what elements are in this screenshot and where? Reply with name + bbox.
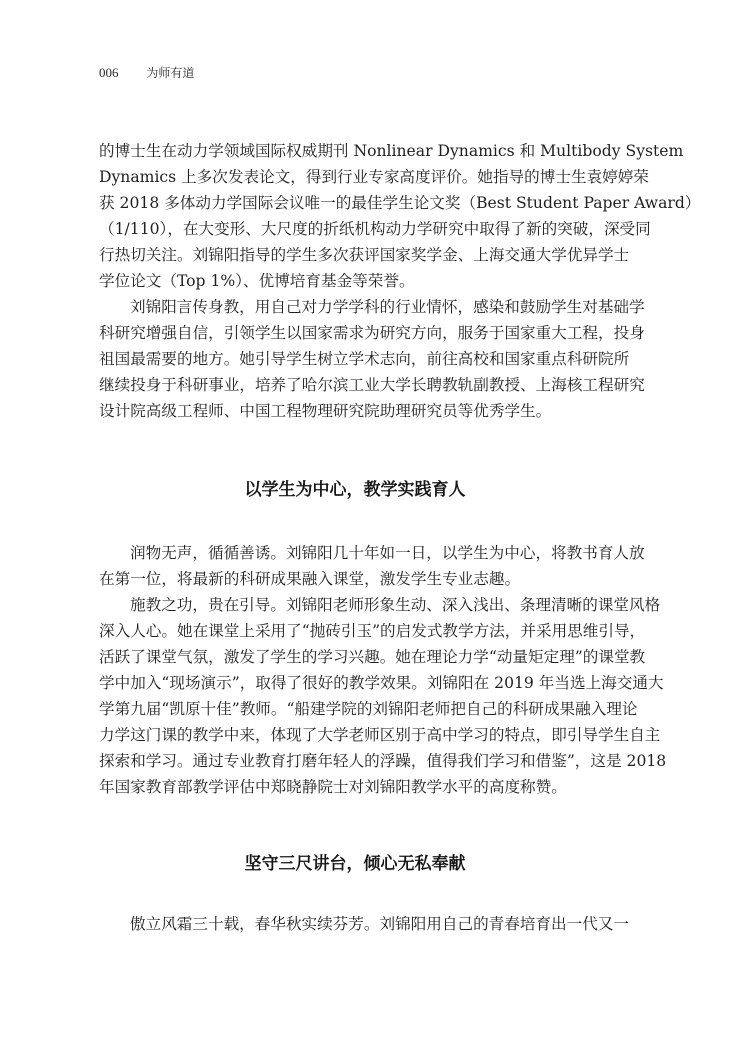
paragraph-line: 科研究增强自信，引领学生以国家需求为研究方向，服务于国家重大工程，投身: [99, 324, 645, 342]
paragraph-line: 行热切关注。刘锦阳指导的学生多次获评国家奖学金、上海交通大学优异学士: [99, 246, 630, 264]
paragraph-line: 探索和学习。通过专业教育打磨年轻人的浮躁，值得我们学习和借鉴”，这是 2018: [99, 752, 667, 770]
paragraph-line: 祖国最需要的地方。她引导学生树立学术志向，前往高校和国家重点科研院所: [99, 350, 630, 368]
paragraph-line: 施教之功，贵在引导。刘锦阳老师形象生动、深入浅出、条理清晰的课堂风格: [130, 596, 661, 614]
paragraph-line: 学中加入“现场演示”，取得了很好的教学效果。刘锦阳在 2019 年当选上海交通大: [99, 674, 664, 692]
book-title: 为师有道: [146, 66, 195, 80]
paragraph-line: 深入人心。她在课堂上采用了“抛砖引玉”的启发式教学方法，并采用思维引导，: [99, 622, 646, 640]
paragraph-line: 力学这门课的教学中来，体现了大学老师区别于高中学习的特点，即引导学生自主: [99, 726, 661, 744]
paragraph-line: 学第九届“凯原十佳”教师。“船建学院的刘锦阳老师把自己的科研成果融入理论: [99, 700, 638, 718]
paragraph-line: 刘锦阳言传身教，用自己对力学学科的行业情怀，感染和鼓励学生对基础学: [130, 298, 645, 316]
paragraph-line: （1/110），在大变形、大尺度的折纸机构动力学研究中取得了新的突破，深受同: [99, 220, 651, 238]
section-heading: 坚守三尺讲台，倾心无私奉献: [244, 854, 466, 874]
paragraph-line: 润物无声，循循善诱。刘锦阳几十年如一日，以学生为中心，将教书育人放: [130, 544, 645, 562]
running-header: [99, 64, 194, 81]
paragraph-line: 年国家教育部教学评估中郑晓静院士对刘锦阳教学水平的高度称赞。: [99, 778, 567, 796]
page-number: 006: [99, 65, 119, 80]
paragraph-line: Dynamics 上多次发表论文，得到行业专家高度评价。她指导的博士生袁婷婷荣: [99, 168, 649, 186]
paragraph-line: 傲立风霜三十载，春华秋实续芬芳。刘锦阳用自己的青春培育出一代又一: [130, 915, 630, 933]
paragraph-line: 的博士生在动力学领域国际权威期刊 Nonlinear Dynamics 和 Multibody System: [99, 142, 684, 160]
paragraph-line: 活跃了课堂气氛，激发了学生的学习兴趣。她在理论力学“动量矩定理”的课堂教: [99, 648, 646, 666]
paragraph-line: 学位论文（Top 1%）、优博培育基金等荣誉。: [99, 272, 415, 290]
paragraph-line: 设计院高级工程师、中国工程物理研究院助理研究员等优秀学生。: [99, 402, 552, 420]
paragraph-line: 获 2018 多体动力学国际会议唯一的最佳学生论文奖（Best Student Paper Award）: [99, 194, 701, 212]
paragraph-line: 在第一位，将最新的科研成果融入课堂，激发学生专业志趣。: [99, 570, 521, 588]
section-heading: 以学生为中心，教学实践育人: [244, 480, 466, 500]
paragraph-line: 继续投身于科研事业，培养了哈尔滨工业大学长聘教轨副教授、上海核工程研究: [99, 376, 645, 394]
